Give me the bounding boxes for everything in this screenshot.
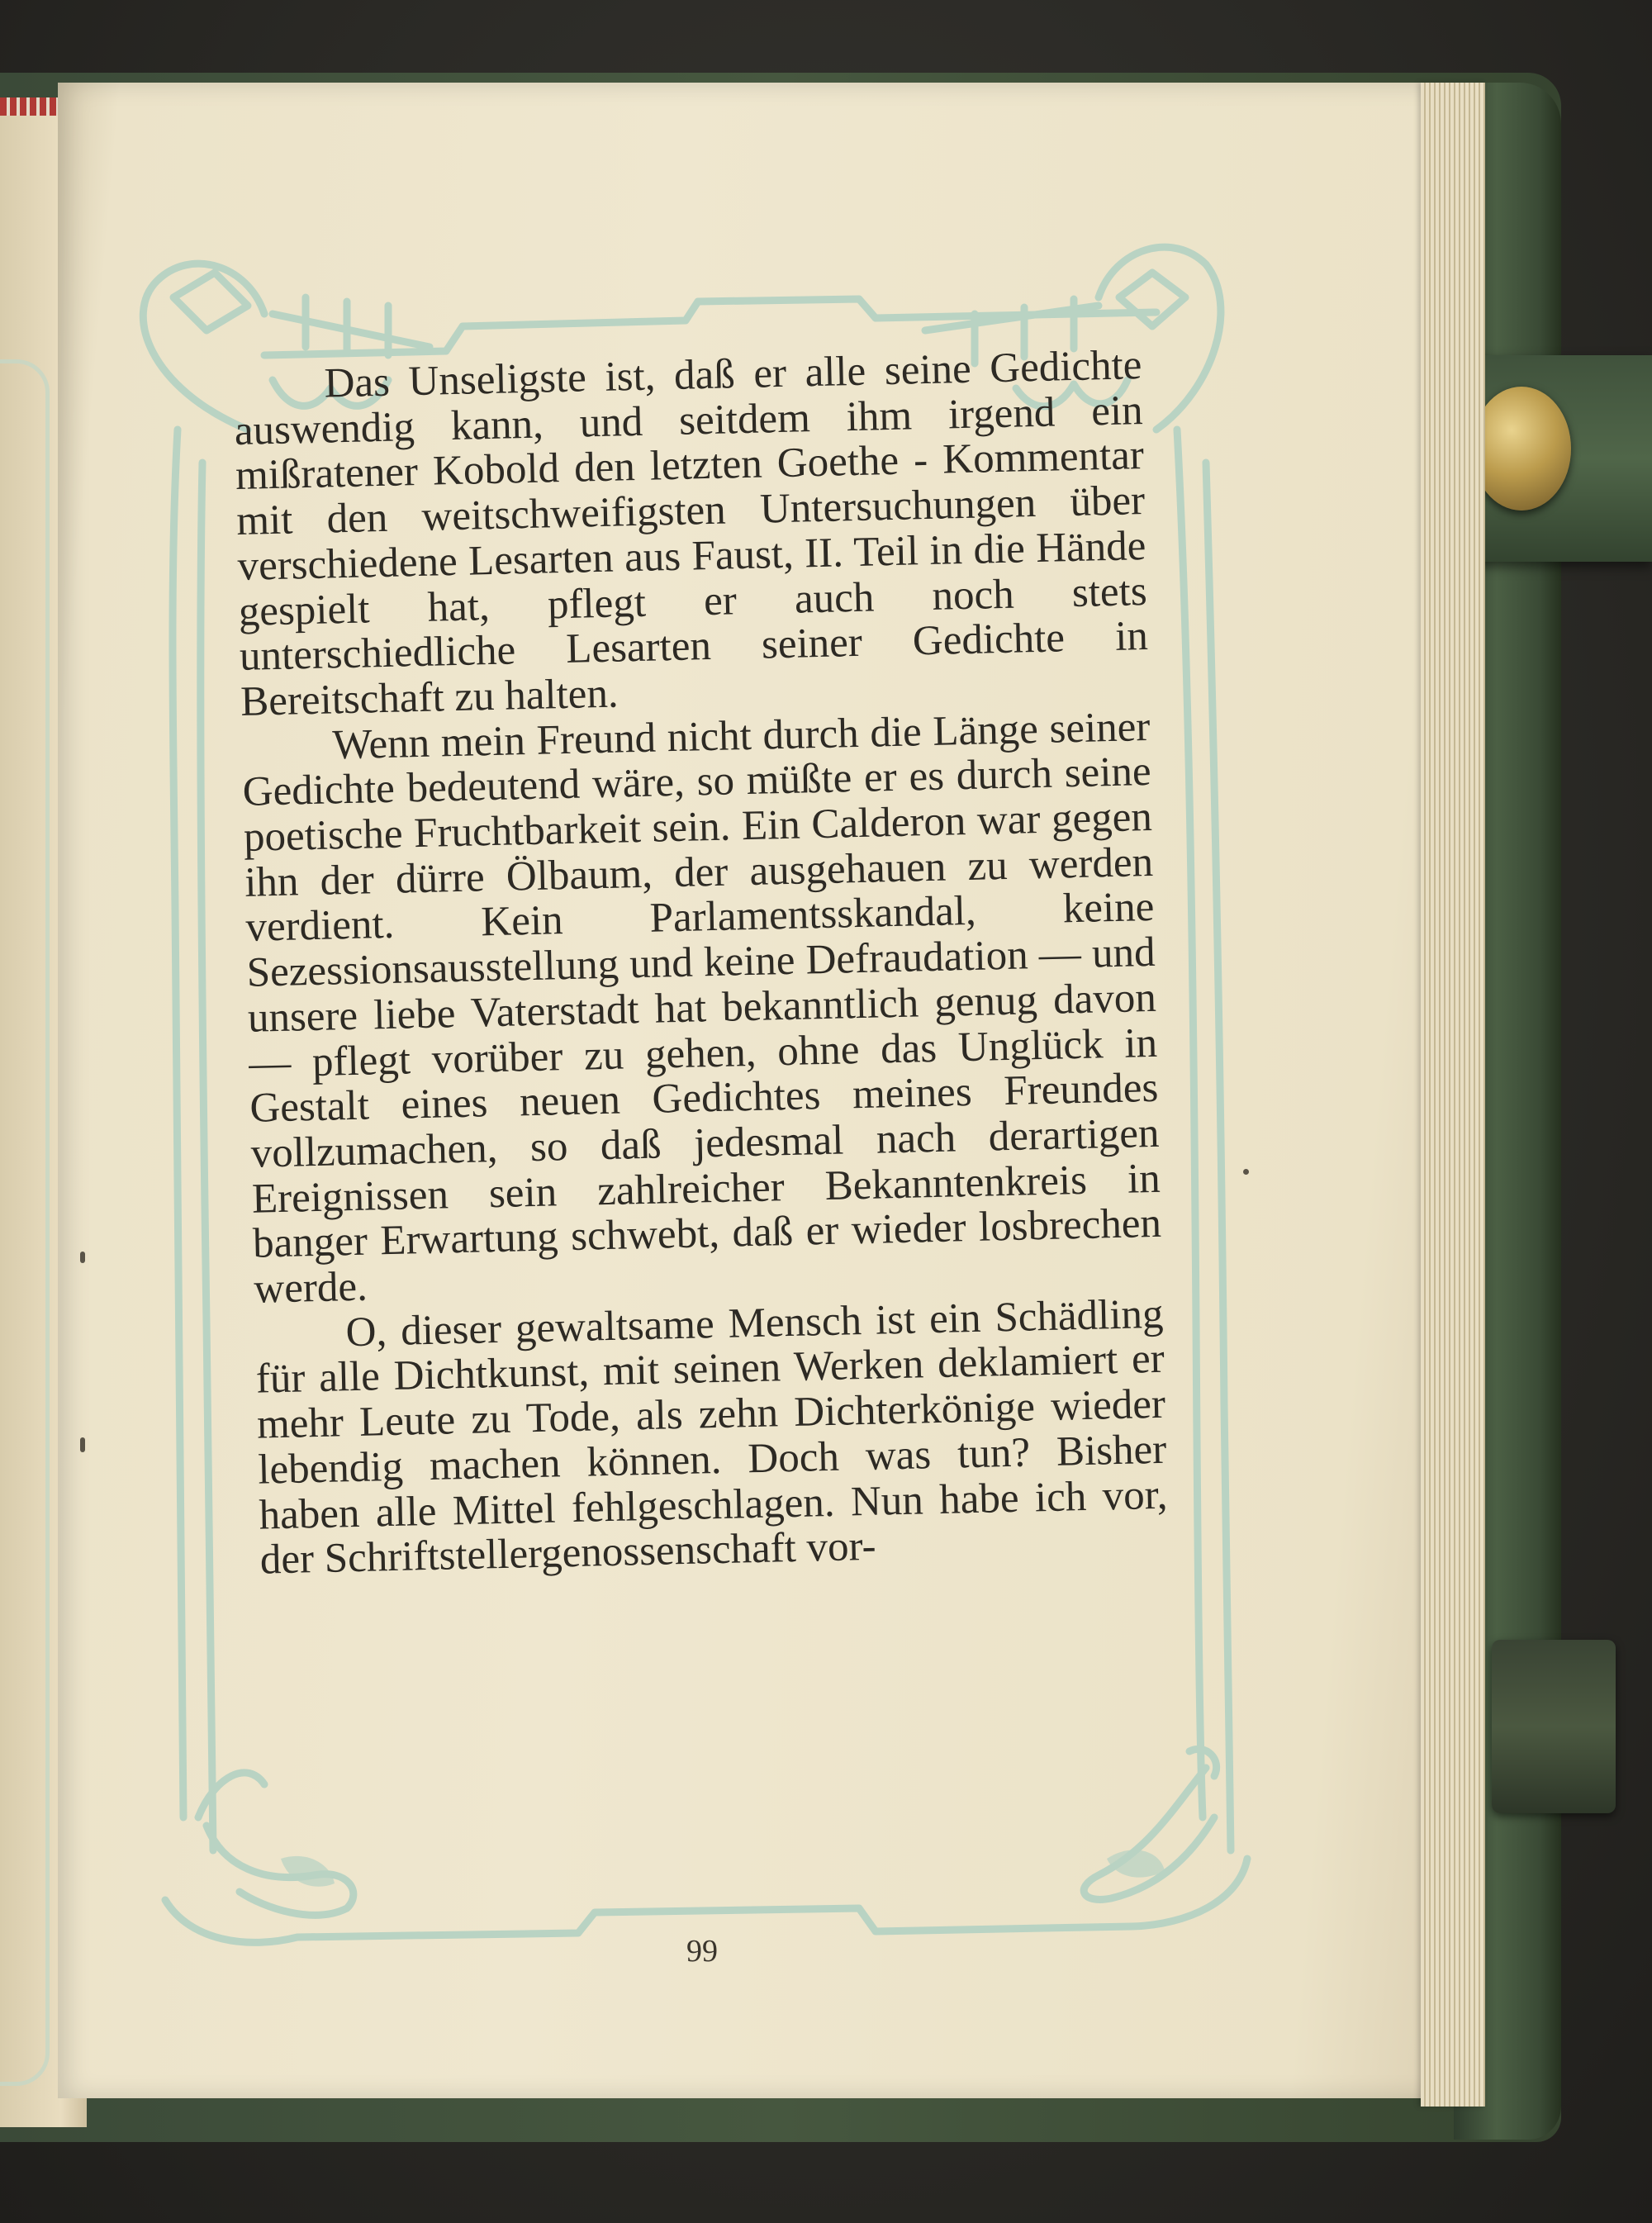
strap-loop <box>1492 1640 1616 1813</box>
paper-speck <box>80 1437 85 1452</box>
page-block-edges <box>1421 83 1485 2107</box>
paragraph-2: Wenn mein Freund nicht durch die Länge seiner Gedichte bedeutend wäre, so müßte er es durch seine poetische Fruchtbarkeit sein. Ein Calderon war gegen ihn der dürre Ölbaum, der ausgehauen zu werden verdient. Kein Parlamentsskandal, keine Sezessionsausstellung und keine Defraudation — und unsere liebe Vaterstadt hat bekanntlich genug davon — pflegt vorüber zu gehen, ohne das Unglück in Gestalt eines neuen Gedichtes meines Freundes vollzumachen, so daß jedesmal nach derartigen Ereignissen sein zahlreicher Bekanntenkreis in banger Erwartung schwebt, daß er wieder losbrechen werde. <box>242 703 1162 1313</box>
paragraph-1: Das Unseligste ist, daß er alle seine Gedichte auswendig kann, und seitdem ihm irgend ein mißratener Kobold den letzten Goethe - Kommentar mit den weitschweifigsten Untersuchungen über verschiedene Lesarten aus Faust, II. Teil in die Hände gespielt hat, pflegt er auch noch stets unterschiedliche Lesarten seiner Gedichte in Bereitschaft zu halten. <box>234 342 1149 725</box>
body-text <box>233 343 1169 1584</box>
paper-speck <box>80 1252 85 1263</box>
snap-button-icon[interactable] <box>1472 387 1571 511</box>
page-number: 99 <box>686 1934 718 1969</box>
paragraph-3: O, dieser gewaltsame Mensch ist ein Schädling für alle Dichtkunst, mit seinen Werken deklamiert er mehr Leute zu Tode, als zehn Dichterkönige wieder lebendig machen können. Doch was tun? Bisher haben alle Mittel fehlgeschlagen. Nun habe ich vor, der Schriftstellergenossenschaft vor- <box>255 1290 1168 1584</box>
paper-speck <box>1243 1169 1249 1175</box>
left-page-ornament <box>0 359 50 2086</box>
